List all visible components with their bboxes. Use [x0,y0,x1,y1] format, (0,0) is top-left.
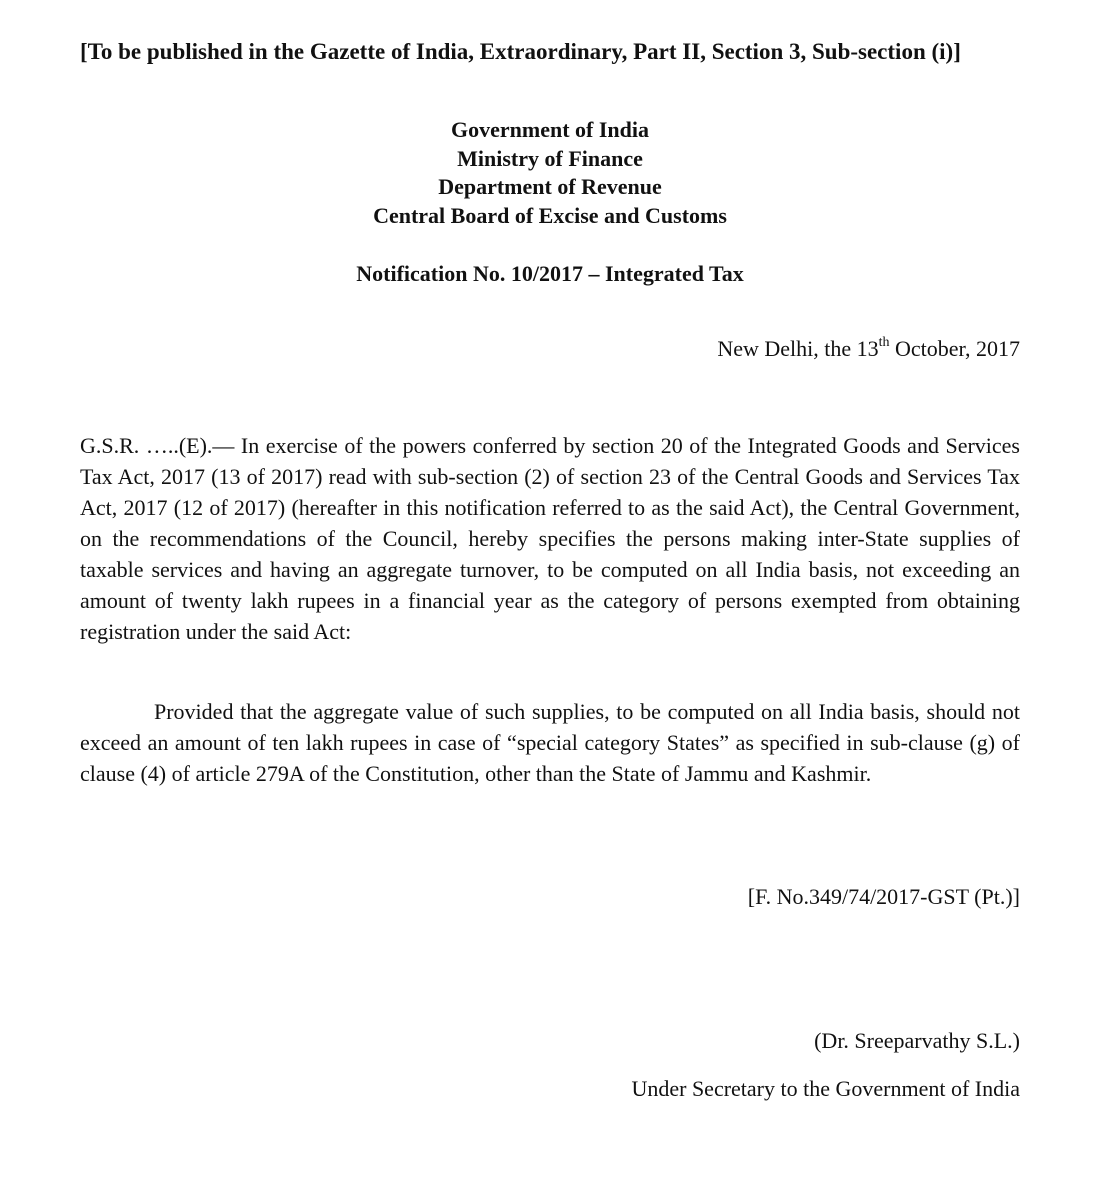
gazette-header: [To be published in the Gazette of India, Extraordinary, Part II, Section 3, Sub-section (i)] [80,39,961,64]
date-line [80,334,1020,364]
main-paragraph: G.S.R. …..(E).— In exercise of the powers conferred by section 20 of the Integrated Goods and Services Tax Act, 2017 (13 of 2017) read with sub-section (2) of section 23 of the Central Goods and Services Tax Act, 2017 (12 of 2017) (hereafter in this notification referred to as the said Act), the Central Government, on the recommendations of the Council, hereby specifies the persons making inter-State supplies of taxable services and having an aggregate turnover, to be computed on all India basis, not exceeding an amount of twenty lakh rupees in a financial year as the category of persons exempted from obtaining registration under the said Act: [80,433,1020,644]
org-board: Central Board of Excise and Customs [373,202,727,228]
notification-title: Notification No. 10/2017 – Integrated Tax [356,261,744,286]
date-ordinal-suffix: th [878,334,890,350]
file-number: [F. No.349/74/2017-GST (Pt.)] [747,884,1020,909]
proviso-paragraph: Provided that the aggregate value of such supplies, to be computed on all India basis, should not exceed an amount of ten lakh rupees in case of “special category States” as specified in sub-clause (g) of clause (4) of article 279A of the Constitution, other than the State of Jammu and Kashmir. [80,699,1020,786]
date-prefix: New Delhi, the 13 [717,336,879,361]
org-government: Government of India [451,117,649,142]
org-department: Department of Revenue [438,174,662,199]
signatory-name: (Dr. Sreeparvathy S.L.) [814,1028,1020,1053]
date-suffix: October, 2017 [889,336,1020,361]
signatory-designation: Under Secretary to the Government of India [631,1076,1020,1101]
org-ministry: Ministry of Finance [457,145,643,171]
issuing-authority [80,116,1020,230]
